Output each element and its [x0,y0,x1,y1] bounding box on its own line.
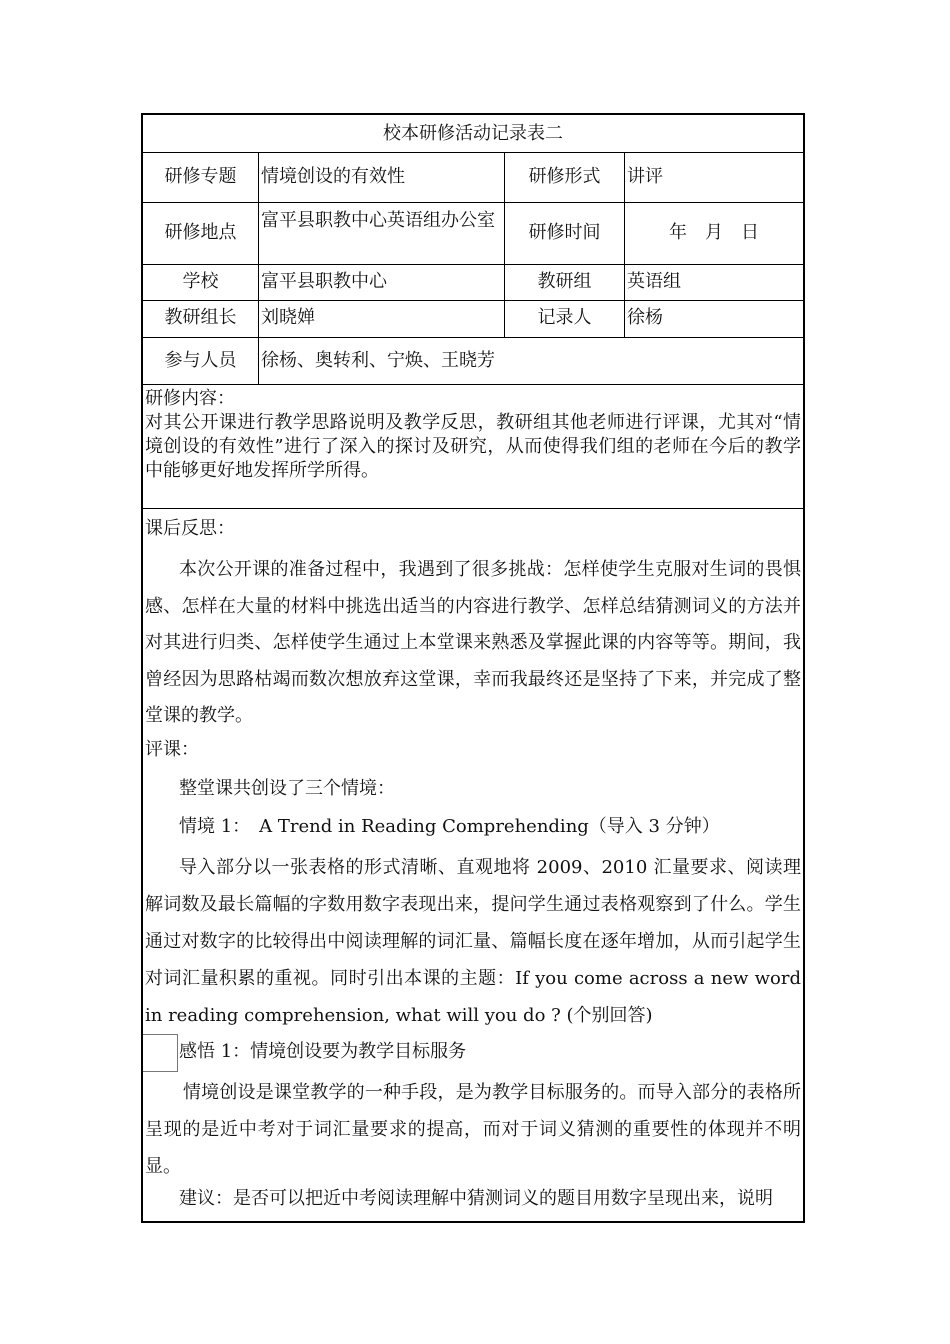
review-situation-1-text: 导入部分以一张表格的形式清晰、直观地将 2009、2010 汇量要求、阅读理解词数及最长篇幅的字数用数字表现出来，提问学生通过表格观察到了什么。学生通过对数字的比较得出中阅读理解的词汇量、篇幅长度在逐年增加，从而引起学生对词汇量积累的重视。同时引出本课的主题：If you come across a new word in reading comprehension, what will you do ? (个别回答) [145,857,801,1026]
group-label: 教研组 [537,271,592,292]
form-value: 讲评 [627,166,663,187]
leader-value: 刘晓婵 [261,307,315,328]
insight-1-heading: 感悟 1：情境创设要为教学目标服务 [179,1041,467,1062]
reflection-heading: 课后反思： [145,518,235,539]
review-situations-intro: 整堂课共创设了三个情境： [179,778,395,799]
review-heading: 评课： [145,739,199,760]
time-value: 年 月 日 [669,222,759,243]
row-divider [143,152,803,153]
leader-label: 教研组长 [164,307,237,328]
reflection-text: 本次公开课的准备过程中，我遇到了很多挑战：怎样使学生克服对生词的畏惧感、怎样在大量的材料中挑选出适当的内容进行教学、怎样总结猜测词义的方法并对其进行归类、怎样使学生通过上本堂课来熟悉及掌握此课的内容等等。期间，我曾经因为思路枯竭而数次想放弃这堂课，幸而我最终还是坚持了下来，并完成了整堂课的教学。 [145,559,801,726]
row-divider [143,508,803,509]
recorder-label: 记录人 [537,307,592,328]
record-table [141,113,805,1223]
school-label: 学校 [182,271,219,292]
row-divider [143,264,803,265]
row-divider [143,337,803,338]
empty-box [143,1034,178,1072]
review-situation-1: 情境 1： A Trend in Reading Comprehending（导入 3 分钟） [179,816,720,837]
topic-value: 情境创设的有效性 [261,166,405,187]
place-value: 富平县职教中心英语组办公室 [261,210,495,231]
table-title: 校本研修活动记录表二 [383,123,563,144]
recorder-value: 徐杨 [627,307,663,328]
suggestion-text: 建议：是否可以把近中考阅读理解中猜测词义的题目用数字呈现出来，说明 [179,1188,773,1209]
group-value: 英语组 [627,271,681,292]
column-divider [258,152,259,384]
members-label: 参与人员 [164,350,237,371]
row-divider [143,202,803,203]
content-text: 对其公开课进行教学思路说明及教学反思，教研组其他老师进行评课，尤其对“情境创设的有效性”进行了深入的探讨及研究，从而使得我们组的老师在今后的教学中能够更好地发挥所学所得。 [145,412,801,481]
content-heading: 研修内容： [145,388,235,409]
members-value: 徐杨、奥转利、宁焕、王晓芳 [261,350,495,371]
insight-1-text: 情境创设是课堂教学的一种手段，是为教学目标服务的。而导入部分的表格所呈现的是近中考对于词汇量要求的提高，而对于词义猜测的重要性的体现并不明显。 [145,1082,801,1177]
form-label: 研修形式 [528,166,601,187]
row-divider [143,300,803,301]
place-label: 研修地点 [164,222,237,243]
time-label: 研修时间 [528,222,601,243]
school-value: 富平县职教中心 [261,271,387,292]
topic-label: 研修专题 [164,166,237,187]
row-divider [143,384,803,385]
